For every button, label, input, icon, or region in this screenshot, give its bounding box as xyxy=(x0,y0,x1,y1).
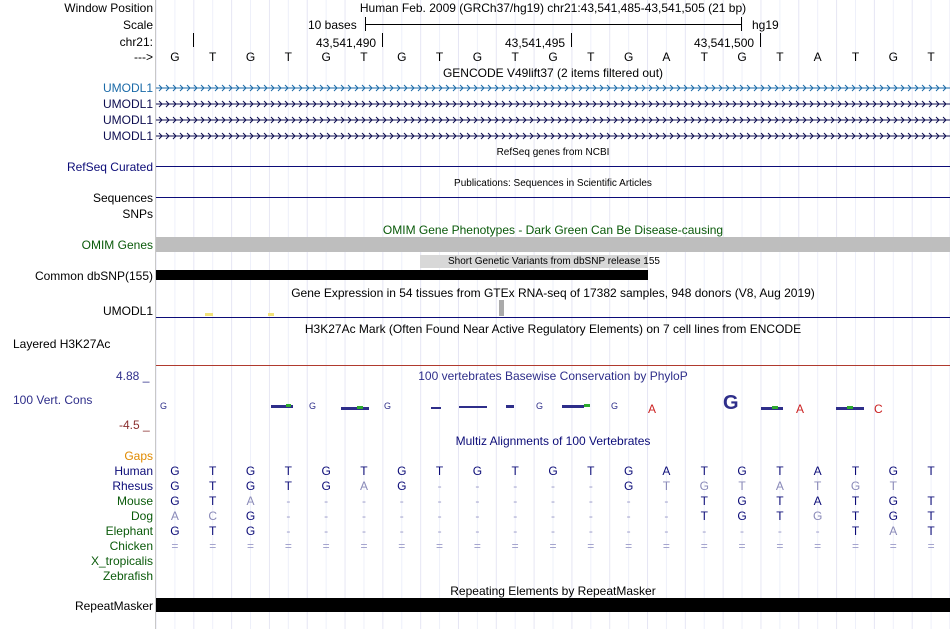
multiz-base: G xyxy=(321,479,331,493)
multiz-base: G xyxy=(888,509,898,523)
multiz-base: - xyxy=(588,509,593,523)
multiz-base: T xyxy=(587,464,595,478)
gencode-gene-label[interactable]: UMODL1 xyxy=(102,113,153,127)
multiz-base: - xyxy=(324,524,329,538)
position-tick-2 xyxy=(571,33,572,47)
gencode-gene-label[interactable]: UMODL1 xyxy=(102,129,153,143)
sequences-track-label[interactable]: Sequences xyxy=(92,191,153,205)
position-label-3: 43,541,500 xyxy=(694,36,755,50)
multiz-base: - xyxy=(361,524,366,538)
multiz-base: = xyxy=(398,539,406,553)
refseq-track-label[interactable]: RefSeq Curated xyxy=(66,160,153,174)
multiz-base: T xyxy=(927,494,935,508)
position-tick-0 xyxy=(193,33,194,47)
multiz-base: T xyxy=(284,464,292,478)
multiz-base: - xyxy=(551,524,555,538)
sequence-base: G xyxy=(623,50,634,64)
multiz-base: A xyxy=(170,509,179,523)
position-tick-1 xyxy=(382,33,383,47)
gtex-track-label[interactable]: UMODL1 xyxy=(102,304,153,318)
multiz-base: G xyxy=(737,494,747,508)
cons-track-label[interactable]: 100 Vert. Cons xyxy=(13,393,93,407)
dbsnp-variant-bar[interactable] xyxy=(156,270,648,280)
multiz-base: A xyxy=(359,479,368,493)
cons-track-title: 100 vertebrates Basewise Conservation by PhyloP xyxy=(418,369,688,383)
sequence-base: G xyxy=(321,50,331,64)
multiz-base: G xyxy=(170,479,180,493)
gencode-track-title: GENCODE V49lift37 (2 items filtered out) xyxy=(442,66,664,80)
multiz-base: = xyxy=(927,539,935,553)
multiz-base: T xyxy=(209,524,217,538)
multiz-base: = xyxy=(171,539,179,553)
multiz-base: C xyxy=(208,509,218,523)
multiz-track-title: Multiz Alignments of 100 Vertebrates xyxy=(455,434,651,448)
multiz-base: T xyxy=(927,464,935,478)
cons-logo-letter: A xyxy=(796,402,805,416)
cons-logo-letter: G xyxy=(611,401,619,411)
dbsnp-track-label[interactable]: Common dbSNP(155) xyxy=(34,269,153,283)
dbsnp-track-title: Short Genetic Variants from dbSNP release 155 xyxy=(448,256,660,267)
multiz-base: = xyxy=(511,539,519,553)
gencode-gene-label[interactable]: UMODL1 xyxy=(102,97,153,111)
multiz-base: T xyxy=(435,464,444,478)
multiz-base: - xyxy=(626,509,631,523)
cons-logo-mark xyxy=(847,406,853,409)
scale-bar-right-tick xyxy=(741,17,742,31)
scale-text: 10 bases xyxy=(308,18,357,32)
multiz-base: - xyxy=(399,509,404,523)
sequence-base: G xyxy=(170,50,180,64)
sequence-base: A xyxy=(662,50,671,64)
multiz-base: - xyxy=(777,524,782,538)
multiz-base: G xyxy=(472,464,483,478)
multiz-base: G xyxy=(245,509,256,523)
multiz-base: G xyxy=(623,464,634,478)
sequence-base: G xyxy=(472,50,483,64)
multiz-base: - xyxy=(513,494,518,508)
multiz-base: - xyxy=(286,494,291,508)
multiz-base: - xyxy=(740,524,745,538)
position-label-2: 43,541,495 xyxy=(505,36,566,50)
multiz-base: - xyxy=(475,524,480,538)
multiz-base: - xyxy=(588,494,593,508)
multiz-base: - xyxy=(588,524,593,538)
multiz-base: A xyxy=(889,524,898,538)
cons-logo-mark xyxy=(431,407,441,409)
multiz-base: - xyxy=(551,479,555,493)
multiz-base: T xyxy=(927,524,935,538)
multiz-base: - xyxy=(324,494,329,508)
multiz-base: T xyxy=(851,494,860,508)
multiz-base: T xyxy=(889,479,897,493)
multiz-base: - xyxy=(626,494,631,508)
gtex-bar[interactable] xyxy=(205,313,213,316)
multiz-base: - xyxy=(664,509,669,523)
multiz-base: G xyxy=(397,479,407,493)
sequences-track-line[interactable] xyxy=(156,197,950,198)
sequence-base: G xyxy=(548,50,558,64)
cons-logo-letter: G xyxy=(309,401,317,411)
multiz-base: T xyxy=(662,479,671,493)
cons-logo-mark xyxy=(286,404,291,407)
multiz-base: G xyxy=(321,464,331,478)
cons-logo[interactable] xyxy=(156,385,950,425)
multiz-base: A xyxy=(662,464,671,478)
sequence-base: T xyxy=(360,50,368,64)
multiz-base: = xyxy=(587,539,595,553)
multiz-species-label[interactable]: Mouse xyxy=(116,494,153,508)
repeatmasker-bar[interactable] xyxy=(156,598,950,612)
h3k27ac-baseline xyxy=(156,365,950,366)
refseq-track-line[interactable] xyxy=(156,166,950,167)
multiz-base: A xyxy=(246,494,255,508)
track-area-border xyxy=(155,0,156,629)
gencode-transcript[interactable] xyxy=(156,84,950,92)
multiz-base: = xyxy=(209,539,217,553)
multiz-base: = xyxy=(662,539,670,553)
multiz-base: G xyxy=(699,479,709,493)
multiz-gaps-label: Gaps xyxy=(124,449,153,463)
publications-track-title: Publications: Sequences in Scientific Articles xyxy=(454,178,652,189)
multiz-base: G xyxy=(737,509,747,523)
multiz-base: - xyxy=(664,494,669,508)
multiz-base: G xyxy=(170,524,180,538)
multiz-base: T xyxy=(700,494,708,508)
multiz-base: - xyxy=(513,509,518,523)
multiz-base: - xyxy=(399,494,404,508)
multiz-base: - xyxy=(399,524,404,538)
multiz-base: G xyxy=(737,464,747,478)
cons-logo-mark xyxy=(459,406,487,408)
multiz-base: T xyxy=(360,464,368,478)
multiz-base: G xyxy=(813,509,823,523)
sequence-base: G xyxy=(397,50,407,64)
gencode-transcript[interactable] xyxy=(156,132,950,140)
cons-logo-letter: G xyxy=(160,401,168,411)
cons-logo-mark xyxy=(562,405,584,408)
multiz-base: T xyxy=(511,464,519,478)
multiz-base: G xyxy=(397,464,407,478)
multiz-base: T xyxy=(209,479,217,493)
multiz-base: G xyxy=(548,464,558,478)
multiz-species-label[interactable]: Dog xyxy=(130,509,153,523)
multiz-base: - xyxy=(286,509,291,523)
multiz-base: - xyxy=(437,479,442,493)
refseq-track-title: RefSeq genes from NCBI xyxy=(496,147,610,158)
multiz-base: T xyxy=(814,479,822,493)
multiz-base: G xyxy=(245,464,256,478)
multiz-base: = xyxy=(473,539,481,553)
scale-bar xyxy=(365,24,742,25)
multiz-base: - xyxy=(437,509,442,523)
sequence-base: T xyxy=(435,50,444,64)
multiz-base: = xyxy=(284,539,292,553)
multiz-base: T xyxy=(284,479,292,493)
assembly-label: hg19 xyxy=(752,18,779,32)
omim-track-label[interactable]: OMIM Genes xyxy=(81,238,153,252)
multiz-base: G xyxy=(888,494,898,508)
multiz-base: = xyxy=(776,539,784,553)
sequence-base: G xyxy=(245,50,256,64)
multiz-base: G xyxy=(245,479,256,493)
multiz-base: T xyxy=(209,494,217,508)
cons-logo-letter: C xyxy=(874,402,883,416)
multiz-species-label[interactable]: Chicken xyxy=(109,539,153,553)
multiz-base: - xyxy=(551,509,555,523)
cons-logo-mark xyxy=(772,406,778,409)
multiz-base: G xyxy=(850,479,861,493)
multiz-base: = xyxy=(322,539,330,553)
multiz-species-label[interactable]: Elephant xyxy=(105,524,153,538)
multiz-base: - xyxy=(361,509,366,523)
omim-gene-bar[interactable] xyxy=(156,237,950,252)
multiz-base: - xyxy=(513,524,518,538)
multiz-base: T xyxy=(700,464,708,478)
multiz-base: T xyxy=(700,509,708,523)
sequence-base: T xyxy=(700,50,708,64)
multiz-base: - xyxy=(815,524,820,538)
multiz-base: T xyxy=(851,509,860,523)
multiz-base: A xyxy=(813,494,822,508)
sequence-base: T xyxy=(776,50,784,64)
multiz-base: T xyxy=(776,464,784,478)
multiz-base: - xyxy=(588,479,593,493)
gtex-baseline xyxy=(156,317,950,318)
multiz-base: = xyxy=(814,539,822,553)
sequence-base: T xyxy=(851,50,860,64)
multiz-base: T xyxy=(776,509,784,523)
repeatmasker-track-title: Repeating Elements by RepeatMasker xyxy=(450,584,656,598)
multiz-base: G xyxy=(170,464,180,478)
multiz-base: A xyxy=(813,464,822,478)
multiz-base: = xyxy=(436,539,444,553)
omim-track-title: OMIM Gene Phenotypes - Dark Green Can Be Disease-causing xyxy=(382,223,724,237)
multiz-base: G xyxy=(623,479,634,493)
multiz-base: - xyxy=(361,494,366,508)
multiz-base: T xyxy=(927,509,935,523)
position-tick-3 xyxy=(760,33,761,47)
multiz-base: - xyxy=(702,524,707,538)
multiz-base: = xyxy=(625,539,633,553)
snps-track-label[interactable]: SNPs xyxy=(122,207,153,221)
window-position-value: Human Feb. 2009 (GRCh37/hg19) chr21:43,541,485-43,541,505 (21 bp) xyxy=(359,1,747,15)
cons-ymax-label: 4.88 _ xyxy=(116,369,150,383)
multiz-base: T xyxy=(209,464,217,478)
multiz-base: - xyxy=(437,524,442,538)
multiz-species-label[interactable]: Rhesus xyxy=(112,479,153,493)
multiz-base: A xyxy=(775,479,784,493)
cons-logo-mark xyxy=(584,404,590,407)
multiz-species-label[interactable]: X_tropicalis xyxy=(90,554,153,568)
sequence-base: T xyxy=(284,50,292,64)
multiz-base: = xyxy=(851,539,859,553)
multiz-base: - xyxy=(551,494,555,508)
multiz-species-label[interactable]: Human xyxy=(114,464,153,478)
multiz-base: - xyxy=(324,509,329,523)
multiz-base: - xyxy=(286,524,291,538)
multiz-base: - xyxy=(513,479,518,493)
multiz-base: = xyxy=(360,539,368,553)
chrom-label: chr21: xyxy=(119,35,153,49)
multiz-base: - xyxy=(475,479,480,493)
position-label-1: 43,541,490 xyxy=(316,36,377,50)
multiz-base: = xyxy=(889,539,897,553)
sequence-base: T xyxy=(927,50,935,64)
repeatmasker-track-label[interactable]: RepeatMasker xyxy=(74,599,153,613)
strand-arrow-label: ---> xyxy=(134,50,153,64)
multiz-base: G xyxy=(170,494,180,508)
window-position-label: Window Position xyxy=(64,1,153,15)
multiz-species-label[interactable]: Zebrafish xyxy=(102,569,153,583)
sequence-base: A xyxy=(813,50,822,64)
multiz-base: T xyxy=(776,494,784,508)
cons-logo-letter: G xyxy=(723,392,739,414)
cons-logo-mark xyxy=(506,405,514,408)
multiz-base: T xyxy=(851,464,860,478)
sequence-base: T xyxy=(511,50,519,64)
cons-logo-mark xyxy=(341,407,369,410)
multiz-base: = xyxy=(700,539,708,553)
cons-logo-letter: A xyxy=(648,402,657,416)
gencode-transcript[interactable] xyxy=(156,100,950,108)
sequence-base: G xyxy=(737,50,747,64)
multiz-base: - xyxy=(437,494,442,508)
multiz-base: - xyxy=(475,494,480,508)
cons-logo-letter: G xyxy=(536,401,544,411)
cons-ymin-label: -4.5 _ xyxy=(119,418,150,432)
cons-logo-mark xyxy=(357,406,363,409)
gtex-track-title: Gene Expression in 54 tissues from GTEx RNA-seq of 17382 samples, 948 donors (V8, Aug 2019) xyxy=(291,286,815,300)
multiz-base: T xyxy=(851,524,860,538)
sequence-base: T xyxy=(209,50,217,64)
multiz-base: = xyxy=(549,539,557,553)
multiz-base: = xyxy=(247,539,255,553)
gencode-gene-label[interactable]: UMODL1 xyxy=(102,81,153,95)
cons-logo-letter: G xyxy=(384,401,392,411)
gtex-bar[interactable] xyxy=(268,313,274,316)
scale-bar-left-tick xyxy=(365,17,366,31)
sequence-base: T xyxy=(587,50,595,64)
sequence-base: G xyxy=(888,50,898,64)
gtex-bar[interactable] xyxy=(499,300,504,316)
multiz-base: G xyxy=(888,464,898,478)
multiz-base: G xyxy=(245,524,256,538)
h3k27ac-track-title: H3K27Ac Mark (Often Found Near Active Regulatory Elements) on 7 cell lines from ENCODE xyxy=(304,322,802,336)
h3k27ac-track-label[interactable]: Layered H3K27Ac xyxy=(13,337,111,351)
multiz-base: - xyxy=(664,524,669,538)
gencode-transcript[interactable] xyxy=(156,116,950,124)
multiz-base: = xyxy=(738,539,746,553)
scale-label: Scale xyxy=(122,18,153,32)
multiz-base: T xyxy=(738,479,746,493)
multiz-base: - xyxy=(626,524,631,538)
multiz-base: - xyxy=(475,509,480,523)
